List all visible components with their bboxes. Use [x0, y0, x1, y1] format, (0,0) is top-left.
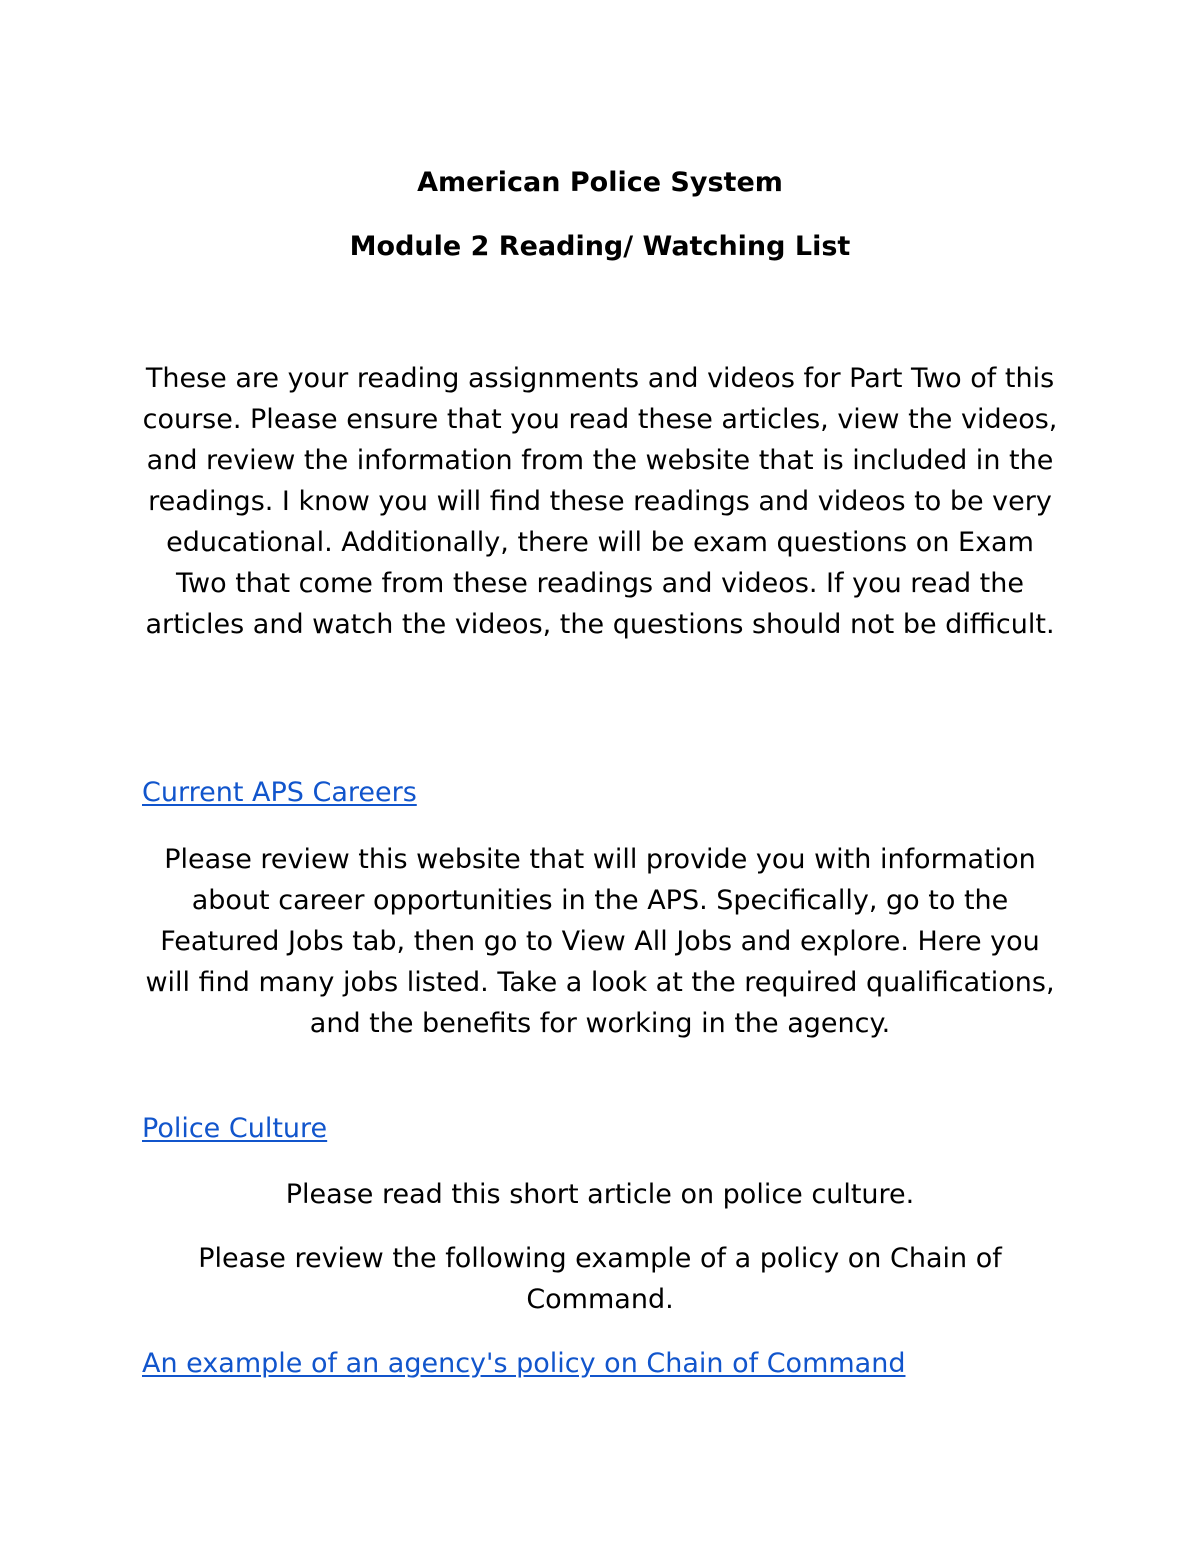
chain-of-command-policy-link[interactable]: An example of an agency's policy on Chain of Command: [142, 1348, 906, 1379]
document-subtitle: Module 2 Reading/ Watching List: [349, 231, 851, 262]
careers-link[interactable]: Current APS Careers: [142, 777, 417, 808]
police-culture-link[interactable]: Police Culture: [142, 1113, 328, 1144]
policy-description: Please review the following example of a policy on Chain of Command.: [198, 1243, 1002, 1315]
intro-paragraph: These are your reading assignments and videos for Part Two of this course. Please ensure that you read these articles, view the videos, and review the information from the website that is included in the readings. I know you will find these readings and videos to be very educational. Additionally, there will be exam questions on Exam Two that come from these readings and videos. If you read the articles and watch the videos, the questions should not be difficult.: [142, 363, 1058, 640]
careers-description: Please review this website that will provide you with information about career opportunities in the APS. Specifically, go to the Featured Jobs tab, then go to View All Jobs and explore. Here you will find many jobs listed. Take a look at the required qualifications, and the benefits for working in the agency.: [145, 844, 1055, 1039]
culture-description: Please read this short article on police culture.: [285, 1179, 915, 1210]
document-title: American Police System: [417, 167, 783, 198]
